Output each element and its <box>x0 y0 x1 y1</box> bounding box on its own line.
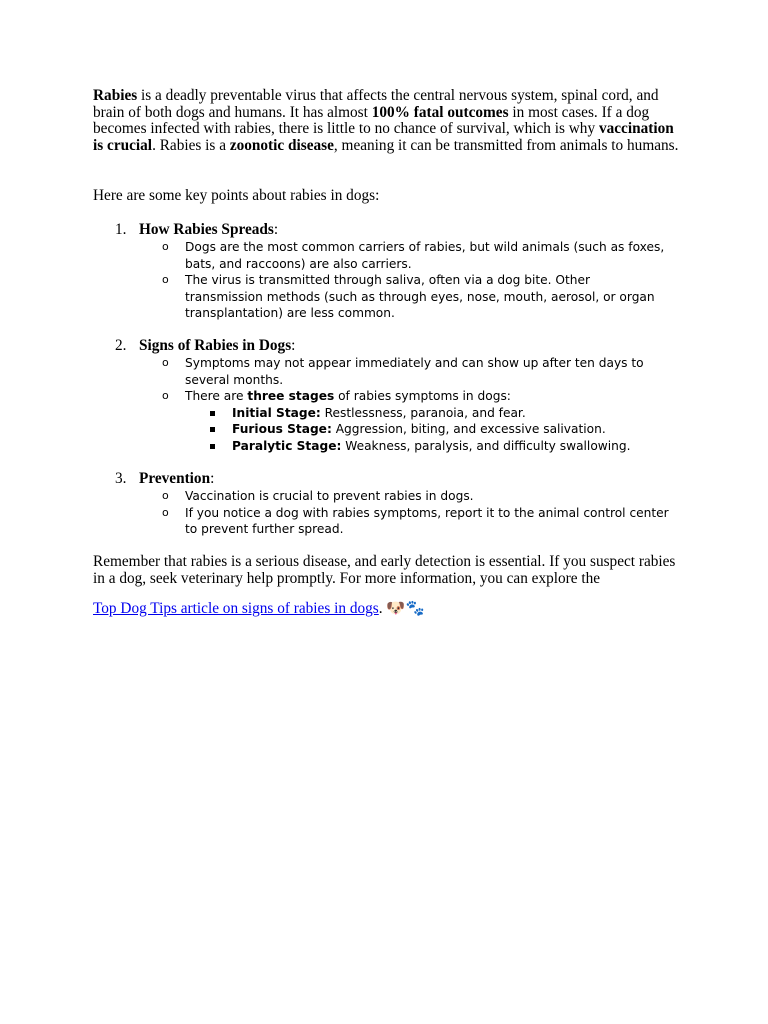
section-heading <box>139 471 214 488</box>
section-heading-text: Prevention <box>139 470 211 487</box>
intro-term-rabies: Rabies <box>93 87 138 104</box>
intro-zoonotic-disease: zoonotic disease <box>229 136 334 154</box>
square-bullet-icon <box>210 411 215 416</box>
list-item <box>93 272 669 322</box>
bullet-text: If you notice a dog with rabies symptoms, report it to the animal control center to prevent further spread. <box>185 505 669 537</box>
stage-item-initial <box>93 405 672 422</box>
closing-paragraph: Remember that rabies is a serious disease, and early detection is essential. If you suspect rabies in a dog, seek veterinary help promptly. For more information, you can explore the <box>93 553 676 587</box>
circle-bullet-icon: o <box>162 273 169 287</box>
stages-intro <box>185 389 511 403</box>
section-heading-colon: : <box>210 470 215 487</box>
intro-text-3: . Rabies is a <box>152 136 230 154</box>
section-header <box>93 338 683 355</box>
section-heading-text: Signs of Rabies in Dogs <box>139 337 292 354</box>
circle-bullet-icon: o <box>162 356 169 369</box>
intro-fatal-outcomes: 100% fatal outcomes <box>371 103 509 121</box>
stage-item-paralytic <box>93 438 672 455</box>
stage-desc: Aggression, biting, and excessive salivation. <box>331 422 606 437</box>
circle-bullet-icon: o <box>162 489 169 502</box>
intro-text-4: , meaning it can be transmitted from animals to humans. <box>333 136 679 154</box>
bullet-text: Dogs are the most common carriers of rabies, but wild animals (such as foxes, bats, and raccoons) are also carriers. <box>185 240 665 271</box>
list-item <box>93 388 669 405</box>
stages-intro-bold: three stages <box>247 389 335 404</box>
intro-text-2: in most cases. If a dog becomes infected with rabies, there is little to no chance of survival, which is why <box>93 103 650 138</box>
section-header <box>93 471 683 488</box>
list-item <box>93 355 669 388</box>
circle-bullet-icon: o <box>162 505 169 519</box>
stage-desc: Weakness, paralysis, and difficulty swallowing. <box>341 438 631 453</box>
circle-bullet-icon: o <box>162 389 169 403</box>
intro-vaccination-crucial: vaccination is crucial <box>93 120 674 154</box>
stage-desc: Restlessness, paranoia, and fear. <box>320 405 526 420</box>
section-heading-colon: : <box>291 337 296 354</box>
section-number: 1. <box>115 221 127 238</box>
stage-name: Initial Stage: <box>232 405 321 420</box>
square-bullet-icon <box>210 444 215 449</box>
lead-sentence: Here are some key points about rabies in dogs: <box>93 187 380 204</box>
bullet-text: Vaccination is crucial to prevent rabies in dogs. <box>185 489 474 503</box>
list-item <box>93 239 669 272</box>
intro-paragraph <box>93 88 683 154</box>
article-link[interactable]: Top Dog Tips article on signs of rabies in dogs <box>93 600 379 617</box>
bullet-text: Symptoms may not appear immediately and can show up after ten days to several months. <box>185 356 644 387</box>
section-heading-text: How Rabies Spreads <box>139 221 274 238</box>
bullet-text: The virus is transmitted through saliva, often via a dog bite. Other transmission methods (such as through eyes, nose, mouth, aerosol, or organ transplantation) are less common. <box>185 273 655 321</box>
section-number: 2. <box>115 337 127 354</box>
link-paragraph <box>93 601 683 618</box>
section-heading <box>139 222 278 239</box>
section-header <box>93 222 683 239</box>
stages-intro-pre: There are <box>185 389 248 404</box>
list-item <box>93 488 669 505</box>
section-heading <box>139 338 295 355</box>
stages-intro-post: of rabies symptoms in dogs: <box>334 389 511 404</box>
stage-name: Paralytic Stage: <box>232 438 342 453</box>
section-number: 3. <box>115 470 127 487</box>
section-how-rabies-spreads <box>93 222 683 322</box>
circle-bullet-icon: o <box>162 240 169 253</box>
list-item <box>93 505 669 538</box>
link-suffix: . 🐶🐾 <box>378 600 425 617</box>
stage-name: Furious Stage: <box>232 422 332 437</box>
section-prevention <box>93 471 683 538</box>
intro-text-1: is a deadly preventable virus that affects the central nervous system, spinal cord, and brain of both dogs and humans. It has almost <box>93 87 659 121</box>
section-signs-of-rabies <box>93 338 683 455</box>
stage-item-furious <box>93 421 672 438</box>
square-bullet-icon <box>210 427 215 432</box>
section-heading-colon: : <box>273 221 279 238</box>
